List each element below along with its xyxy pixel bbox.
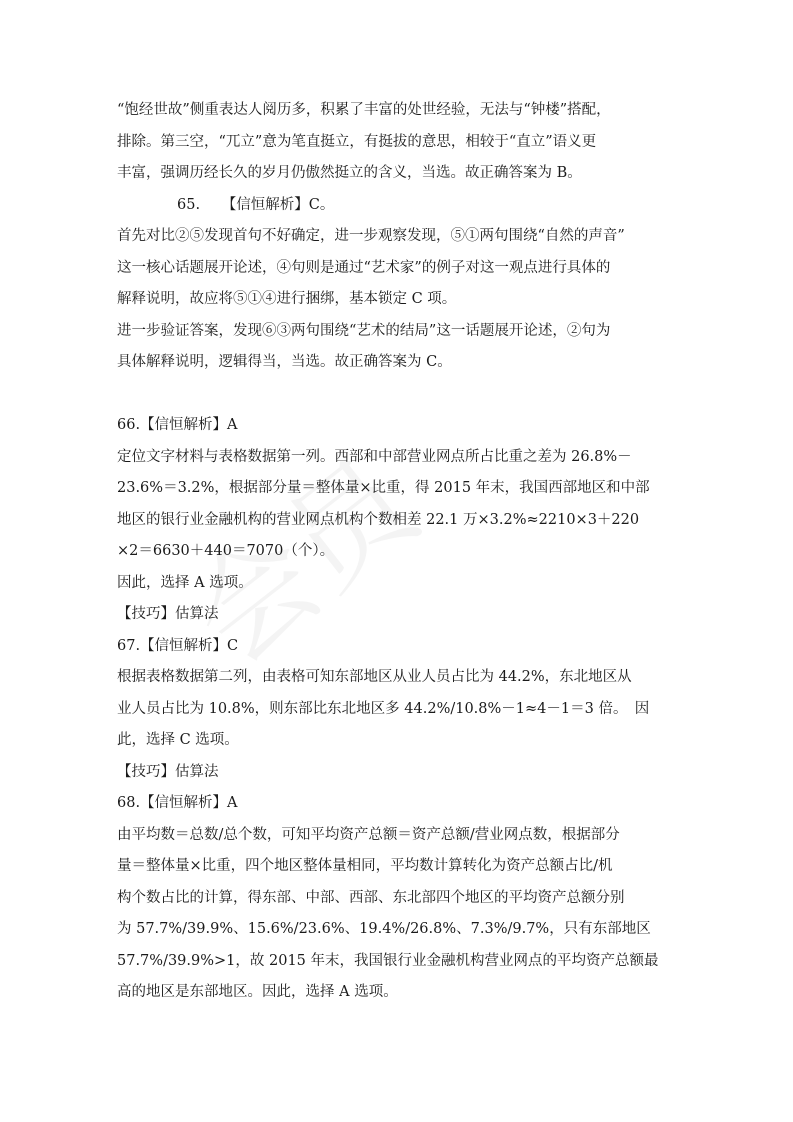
answer-heading-66: 66.【信恒解析】A [117, 417, 238, 433]
answer-heading-65: 65. 【信恒解析】C。 [177, 196, 335, 213]
text-line: 此，选择 C 选项。 [117, 732, 239, 748]
answer-heading-67: 67.【信恒解析】C [117, 637, 239, 654]
tip-line: 【技巧】估算法 [117, 763, 219, 780]
document-body [117, 95, 687, 1009]
text-line: 因此，选择 A 选项。 [117, 574, 253, 591]
text-line: 构个数占比的计算，得东部、中部、西部、东北部四个地区的平均资产总额分别 [117, 889, 625, 906]
text-line: 业人员占比为 10.8%，则东部比东北地区多 44.2%/10.8%－1≈4－1＝3 倍。 因 [117, 700, 650, 717]
answer-heading-68: 68.【信恒解析】A [117, 795, 238, 811]
text-line: 为 57.7%/39.9%、15.6%/23.6%、19.4%/26.8%、7.3%/9.7%，只有东部地区 [117, 921, 651, 937]
text-line: 首先对比②⑤发现首句不好确定，进一步观察发现，⑤①两句围绕“自然的声音” [117, 228, 625, 244]
text-line: 地区的银行业金融机构的营业网点机构个数相差 22.1 万×3.2%≈2210×3＋220 [117, 511, 640, 528]
paragraph-gap [117, 379, 687, 411]
text-line: 解释说明，故应将⑤①④进行捆绑，基本锁定 C 项。 [117, 291, 457, 307]
text-line: 23.6%＝3.2%，根据部分量＝整体量×比重，得 2015 年末，我国西部地区和中部 [117, 480, 650, 496]
tip-line: 【技巧】估算法 [117, 606, 219, 622]
text-line: 丰富，强调历经长久的岁月仍傲然挺立的含义，当选。故正确答案为 B。 [117, 165, 582, 181]
text-line: 57.7%/39.9%>1，故 2015 年末，我国银行业金融机构营业网点的平均资产总额最 [117, 952, 659, 969]
text-line: 排除。第三空，“兀立”意为笔直挺立，有挺拔的意思，相较于“直立”语义更 [117, 133, 597, 150]
text-line: 这一核心话题展开论述，④句则是通过“艺术家”的例子对这一观点进行具体的 [117, 259, 611, 276]
text-line: 进一步验证答案，发现⑥③两句围绕“艺术的结局”这一话题展开论述，②句为 [117, 322, 611, 339]
text-line: 定位文字材料与表格数据第一列。西部和中部营业网点所占比重之差为 26.8%－ [117, 448, 632, 465]
text-line: 量＝整体量×比重，四个地区整体量相同，平均数计算转化为资产总额占比/机 [117, 858, 613, 874]
text-line: 由平均数＝总数/总个数，可知平均资产总额＝资产总额/营业网点数，根据部分 [117, 826, 620, 843]
text-line: 根据表格数据第二列，由表格可知东部地区从业人员占比为 44.2%，东北地区从 [117, 669, 632, 685]
text-line: 高的地区是东部地区。因此，选择 A 选项。 [117, 984, 398, 1000]
text-line: 具体解释说明，逻辑得当，当选。故正确答案为 C。 [117, 354, 452, 370]
text-line: “饱经世故”侧重表达人阅历多，积累了丰富的处世经验，无法与“钟楼”搭配， [117, 102, 611, 118]
text-line: ×2＝6630＋440＝7070（个）。 [117, 543, 335, 559]
